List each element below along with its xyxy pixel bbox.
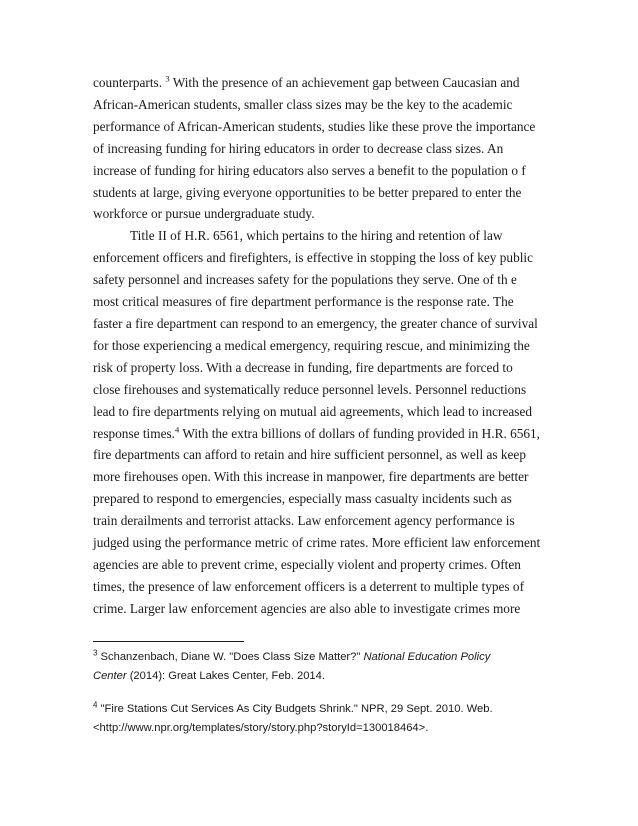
footnote-title: National Education Policy [363, 651, 491, 663]
text-line: African-American students, smaller class sizes may be the key to the academic [93, 96, 513, 112]
text-line: risk of property loss. With a decrease in funding, fire departments are forced to [93, 359, 513, 375]
footnote-title: Center [93, 670, 127, 682]
footnote-marker: 4 [93, 700, 98, 710]
text-line: train derailments and terrorist attacks. Law enforcement agency performance is [93, 513, 515, 529]
text-line: fire departments can afford to retain and hire sufficient personnel, as well as keep [93, 447, 526, 463]
text-line: times, the presence of law enforcement officers is a deterrent to multiple types of [93, 578, 525, 594]
text-line: workforce or pursue undergraduate study. [93, 206, 315, 222]
text-line: counterparts. $^3$ With the presence of an achievement gap between Caucasian and [93, 73, 520, 90]
footnote-ref-4[interactable]: 4 [174, 424, 180, 435]
text-line: more firehouses open. With this increase in manpower, fire departments are better [93, 469, 529, 485]
footnote-url[interactable]: <http://www.npr.org/templates/story/story.php?storyId=130018464>. [93, 722, 429, 734]
text-line: response times.$^4$ With the extra billions of dollars of funding provided in H.R. 6561, [93, 424, 541, 441]
footnote-4 [93, 700, 553, 738]
footnote-line: Center (2014): Great Lakes Center, Feb. 2014. [93, 670, 325, 682]
footnote-line: $^3$ Schanzenbach, Diane W. "Does Class Size Matter?" National Education Policy [93, 648, 491, 663]
text-line: lead to fire departments relying on mutual aid agreements, which lead to increased [93, 403, 533, 419]
body-text [93, 72, 545, 620]
text-line: close firehouses and systematically reduce personnel levels. Personnel reductions [93, 381, 527, 397]
text-line: crime. Larger law enforcement agencies are also able to investigate crimes more [93, 600, 521, 616]
footnote-ref-3[interactable]: 3 [165, 73, 170, 84]
text-line: faster a fire department can respond to an emergency, the greater chance of survival [93, 315, 538, 331]
text-line: enforcement officers and firefighters, is effective in stopping the loss of key public [93, 250, 534, 266]
text-line: prepared to respond to emergencies, especially mass casualty incidents such as [93, 491, 512, 507]
text-line: students at large, giving everyone opportunities to be better prepared to enter the [93, 184, 522, 200]
text-line: Title II of H.R. 6561, which pertains to the hiring and retention of law [130, 228, 503, 244]
paragraph-class-size [93, 72, 545, 225]
footnotes [93, 648, 553, 752]
text-line: of increasing funding for hiring educators in order to decrease class sizes. An [93, 140, 504, 156]
text-line: performance of African-American students, studies like these prove the importance [93, 118, 536, 134]
footnote-marker: 3 [93, 648, 98, 658]
footnote-3 [93, 648, 553, 686]
text-line: most critical measures of fire department performance is the response rate. The [93, 294, 514, 310]
text-line: agencies are able to prevent crime, especially violent and property crimes. Often [93, 556, 521, 572]
text-line: safety personnel and increases safety for the populations they serve. One of th e [93, 272, 517, 288]
paragraph-title-ii [93, 225, 545, 619]
footnote-line: $^4$ "Fire Stations Cut Services As City Budgets Shrink." NPR, 29 Sept. 2010. Web. [93, 700, 493, 715]
text-line: judged using the performance metric of crime rates. More efficient law enforcement [93, 535, 541, 551]
text-line: for those experiencing a medical emergency, requiring rescue, and minimizing the [93, 337, 530, 353]
footnote-separator [93, 641, 244, 642]
text-line: increase of funding for hiring educators also serves a benefit to the population o f [93, 162, 526, 178]
